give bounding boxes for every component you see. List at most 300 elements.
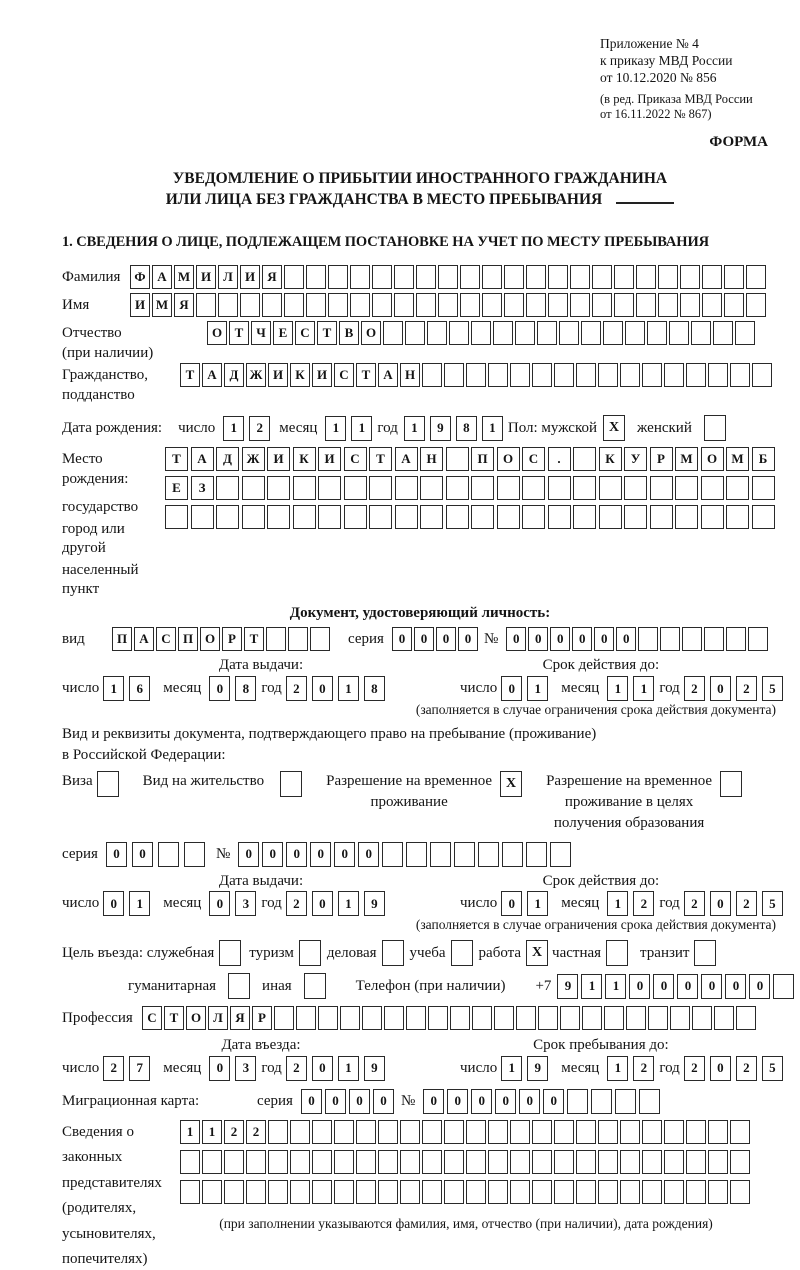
form-cell[interactable]: 0 — [447, 1089, 468, 1114]
form-cell[interactable]: 0 — [325, 1089, 346, 1114]
form-cell[interactable] — [686, 1120, 706, 1144]
form-cell[interactable] — [405, 321, 425, 345]
form-cell[interactable] — [675, 476, 698, 500]
form-cell[interactable] — [537, 321, 557, 345]
form-cell[interactable]: 1 — [482, 416, 503, 441]
form-cell[interactable] — [510, 1150, 530, 1174]
form-cell[interactable] — [395, 505, 418, 529]
form-cell[interactable]: 9 — [527, 1056, 548, 1081]
form-cell[interactable] — [730, 1180, 750, 1204]
form-cell[interactable] — [730, 1120, 750, 1144]
form-cell[interactable]: 0 — [349, 1089, 370, 1114]
form-cell[interactable]: 0 — [458, 627, 478, 651]
form-cell[interactable]: 0 — [528, 627, 548, 651]
form-cell[interactable] — [642, 1180, 662, 1204]
form-cell[interactable]: Н — [420, 447, 443, 471]
form-cell[interactable] — [328, 293, 348, 317]
form-cell[interactable] — [642, 363, 662, 387]
form-cell[interactable]: 2 — [103, 1056, 124, 1081]
form-cell[interactable] — [664, 1120, 684, 1144]
form-cell[interactable] — [438, 293, 458, 317]
form-cell[interactable] — [570, 265, 590, 289]
form-cell[interactable] — [422, 1180, 442, 1204]
form-cell[interactable] — [406, 842, 427, 867]
form-cell[interactable]: 0 — [572, 627, 592, 651]
form-cell[interactable] — [416, 293, 436, 317]
form-cell[interactable] — [284, 265, 304, 289]
form-cell[interactable]: Н — [400, 363, 420, 387]
form-cell[interactable]: 1 — [103, 676, 124, 701]
form-cell[interactable] — [224, 1150, 244, 1174]
form-cell[interactable]: 0 — [501, 676, 522, 701]
form-cell[interactable] — [216, 505, 239, 529]
form-cell[interactable] — [615, 1089, 636, 1114]
form-cell[interactable] — [493, 321, 513, 345]
form-cell[interactable]: 1 — [527, 891, 548, 916]
form-cell[interactable]: А — [378, 363, 398, 387]
form-cell[interactable] — [650, 476, 673, 500]
form-cell[interactable] — [202, 1150, 222, 1174]
form-cell[interactable] — [290, 1120, 310, 1144]
form-cell[interactable] — [660, 627, 680, 651]
form-cell[interactable]: Т — [165, 447, 188, 471]
form-cell[interactable] — [202, 1180, 222, 1204]
form-cell[interactable] — [266, 627, 286, 651]
form-cell[interactable]: 2 — [736, 891, 757, 916]
form-cell[interactable] — [378, 1150, 398, 1174]
form-cell[interactable]: 0 — [132, 842, 153, 867]
form-cell[interactable] — [692, 1006, 712, 1030]
form-cell[interactable]: 5 — [762, 676, 783, 701]
form-cell[interactable] — [532, 363, 552, 387]
form-cell[interactable]: 1 — [129, 891, 150, 916]
form-cell[interactable] — [701, 476, 724, 500]
form-cell[interactable] — [488, 1150, 508, 1174]
form-cell[interactable] — [550, 842, 571, 867]
form-cell[interactable]: С — [142, 1006, 162, 1030]
form-cell[interactable]: И — [240, 265, 260, 289]
form-cell[interactable]: С — [156, 627, 176, 651]
form-cell[interactable] — [713, 321, 733, 345]
form-cell[interactable] — [394, 265, 414, 289]
form-cell[interactable] — [262, 293, 282, 317]
form-cell[interactable]: 0 — [334, 842, 355, 867]
form-cell[interactable] — [559, 321, 579, 345]
form-cell[interactable] — [538, 1006, 558, 1030]
form-cell[interactable]: Е — [273, 321, 293, 345]
form-cell[interactable] — [735, 321, 755, 345]
form-cell[interactable] — [382, 842, 403, 867]
form-cell[interactable] — [422, 1150, 442, 1174]
form-cell[interactable]: 0 — [677, 974, 698, 999]
form-cell[interactable]: 2 — [633, 1056, 654, 1081]
form-cell[interactable] — [636, 265, 656, 289]
form-cell[interactable]: 0 — [710, 1056, 731, 1081]
form-cell[interactable] — [268, 1120, 288, 1144]
form-cell[interactable] — [573, 505, 596, 529]
form-cell[interactable]: 8 — [364, 676, 385, 701]
form-cell[interactable] — [482, 293, 502, 317]
form-cell[interactable] — [701, 505, 724, 529]
form-cell[interactable] — [686, 1180, 706, 1204]
form-cell[interactable] — [344, 505, 367, 529]
form-cell[interactable] — [554, 363, 574, 387]
form-cell[interactable] — [240, 293, 260, 317]
temp-residence-checkbox[interactable]: X — [500, 771, 522, 797]
form-cell[interactable] — [268, 1150, 288, 1174]
form-cell[interactable]: 0 — [506, 627, 526, 651]
form-cell[interactable] — [515, 321, 535, 345]
form-cell[interactable] — [242, 505, 265, 529]
form-cell[interactable] — [554, 1180, 574, 1204]
form-cell[interactable]: И — [196, 265, 216, 289]
form-cell[interactable] — [318, 476, 341, 500]
form-cell[interactable] — [284, 293, 304, 317]
form-cell[interactable] — [444, 363, 464, 387]
form-cell[interactable] — [427, 321, 447, 345]
form-cell[interactable] — [726, 627, 746, 651]
form-cell[interactable] — [642, 1150, 662, 1174]
form-cell[interactable]: 0 — [495, 1089, 516, 1114]
form-cell[interactable] — [620, 363, 640, 387]
form-cell[interactable] — [306, 265, 326, 289]
form-cell[interactable]: 0 — [501, 891, 522, 916]
form-cell[interactable] — [548, 476, 571, 500]
form-cell[interactable] — [488, 363, 508, 387]
form-cell[interactable]: 3 — [235, 1056, 256, 1081]
form-cell[interactable] — [748, 627, 768, 651]
form-cell[interactable] — [592, 293, 612, 317]
form-cell[interactable] — [642, 1120, 662, 1144]
form-cell[interactable]: 0 — [312, 1056, 333, 1081]
form-cell[interactable]: Ф — [130, 265, 150, 289]
form-cell[interactable] — [420, 476, 443, 500]
form-cell[interactable]: О — [701, 447, 724, 471]
form-cell[interactable]: М — [152, 293, 172, 317]
form-cell[interactable] — [702, 293, 722, 317]
form-cell[interactable] — [620, 1120, 640, 1144]
form-cell[interactable] — [246, 1180, 266, 1204]
form-cell[interactable]: И — [130, 293, 150, 317]
temp-residence-education-checkbox[interactable] — [720, 771, 742, 797]
form-cell[interactable]: 2 — [684, 891, 705, 916]
form-cell[interactable] — [614, 293, 634, 317]
form-cell[interactable] — [636, 293, 656, 317]
form-cell[interactable]: 0 — [519, 1089, 540, 1114]
purpose-other-checkbox[interactable] — [304, 973, 326, 999]
form-cell[interactable]: Б — [752, 447, 775, 471]
form-cell[interactable] — [658, 265, 678, 289]
form-cell[interactable]: 1 — [581, 974, 602, 999]
form-cell[interactable]: К — [599, 447, 622, 471]
form-cell[interactable] — [334, 1150, 354, 1174]
form-cell[interactable]: 0 — [710, 891, 731, 916]
form-cell[interactable]: 2 — [286, 891, 307, 916]
form-cell[interactable] — [532, 1150, 552, 1174]
form-cell[interactable] — [450, 1006, 470, 1030]
form-cell[interactable] — [724, 265, 744, 289]
form-cell[interactable]: Т — [164, 1006, 184, 1030]
form-cell[interactable] — [472, 1006, 492, 1030]
form-cell[interactable]: Л — [208, 1006, 228, 1030]
form-cell[interactable] — [658, 293, 678, 317]
form-cell[interactable]: 0 — [423, 1089, 444, 1114]
form-cell[interactable]: 9 — [364, 891, 385, 916]
form-cell[interactable]: 1 — [605, 974, 626, 999]
form-cell[interactable] — [290, 1180, 310, 1204]
form-cell[interactable] — [592, 265, 612, 289]
form-cell[interactable] — [726, 476, 749, 500]
form-cell[interactable]: 0 — [209, 891, 230, 916]
form-cell[interactable]: 0 — [106, 842, 127, 867]
form-cell[interactable]: Л — [218, 265, 238, 289]
form-cell[interactable]: 2 — [286, 1056, 307, 1081]
form-cell[interactable] — [726, 505, 749, 529]
form-cell[interactable]: 0 — [358, 842, 379, 867]
form-cell[interactable]: 2 — [736, 676, 757, 701]
form-cell[interactable]: С — [295, 321, 315, 345]
form-cell[interactable] — [560, 1006, 580, 1030]
form-cell[interactable]: 9 — [557, 974, 578, 999]
form-cell[interactable] — [312, 1150, 332, 1174]
form-cell[interactable]: 9 — [364, 1056, 385, 1081]
form-cell[interactable] — [714, 1006, 734, 1030]
form-cell[interactable]: В — [339, 321, 359, 345]
form-cell[interactable] — [680, 265, 700, 289]
form-cell[interactable]: П — [178, 627, 198, 651]
form-cell[interactable]: 2 — [246, 1120, 266, 1144]
form-cell[interactable]: О — [361, 321, 381, 345]
form-cell[interactable]: 2 — [684, 676, 705, 701]
form-cell[interactable] — [267, 505, 290, 529]
form-cell[interactable] — [165, 505, 188, 529]
form-cell[interactable] — [752, 363, 772, 387]
form-cell[interactable] — [378, 1180, 398, 1204]
form-cell[interactable]: 1 — [527, 676, 548, 701]
form-cell[interactable] — [406, 1006, 426, 1030]
form-cell[interactable] — [466, 1180, 486, 1204]
form-cell[interactable] — [400, 1150, 420, 1174]
form-cell[interactable]: А — [134, 627, 154, 651]
form-cell[interactable]: 2 — [249, 416, 270, 441]
form-cell[interactable]: 0 — [103, 891, 124, 916]
form-cell[interactable]: 7 — [129, 1056, 150, 1081]
form-cell[interactable] — [614, 265, 634, 289]
visa-checkbox[interactable] — [97, 771, 119, 797]
form-cell[interactable] — [306, 293, 326, 317]
form-cell[interactable] — [516, 1006, 536, 1030]
form-cell[interactable]: О — [207, 321, 227, 345]
form-cell[interactable] — [471, 476, 494, 500]
form-cell[interactable] — [504, 293, 524, 317]
form-cell[interactable]: 0 — [262, 842, 283, 867]
form-cell[interactable] — [488, 1180, 508, 1204]
form-cell[interactable] — [664, 1180, 684, 1204]
form-cell[interactable] — [471, 321, 491, 345]
form-cell[interactable] — [438, 265, 458, 289]
form-cell[interactable] — [497, 476, 520, 500]
form-cell[interactable] — [267, 476, 290, 500]
form-cell[interactable]: Д — [216, 447, 239, 471]
form-cell[interactable] — [334, 1180, 354, 1204]
form-cell[interactable] — [216, 476, 239, 500]
form-cell[interactable] — [526, 842, 547, 867]
form-cell[interactable]: 0 — [710, 676, 731, 701]
form-cell[interactable] — [680, 293, 700, 317]
form-cell[interactable]: 0 — [373, 1089, 394, 1114]
form-cell[interactable] — [576, 363, 596, 387]
form-cell[interactable]: 0 — [629, 974, 650, 999]
form-cell[interactable]: А — [191, 447, 214, 471]
form-cell[interactable] — [312, 1180, 332, 1204]
form-cell[interactable] — [526, 293, 546, 317]
form-cell[interactable] — [446, 505, 469, 529]
form-cell[interactable] — [604, 1006, 624, 1030]
form-cell[interactable]: 0 — [301, 1089, 322, 1114]
form-cell[interactable] — [650, 505, 673, 529]
form-cell[interactable] — [344, 476, 367, 500]
form-cell[interactable] — [625, 321, 645, 345]
form-cell[interactable] — [669, 321, 689, 345]
form-cell[interactable] — [638, 627, 658, 651]
form-cell[interactable] — [356, 1120, 376, 1144]
form-cell[interactable] — [620, 1180, 640, 1204]
form-cell[interactable] — [180, 1180, 200, 1204]
form-cell[interactable]: 0 — [616, 627, 636, 651]
form-cell[interactable]: Ч — [251, 321, 271, 345]
form-cell[interactable] — [573, 476, 596, 500]
form-cell[interactable] — [576, 1150, 596, 1174]
form-cell[interactable]: Р — [222, 627, 242, 651]
form-cell[interactable] — [444, 1150, 464, 1174]
form-cell[interactable]: 5 — [762, 891, 783, 916]
form-cell[interactable] — [416, 265, 436, 289]
form-cell[interactable]: М — [675, 447, 698, 471]
form-cell[interactable] — [356, 1150, 376, 1174]
form-cell[interactable] — [268, 1180, 288, 1204]
form-cell[interactable]: 1 — [351, 416, 372, 441]
form-cell[interactable] — [422, 1120, 442, 1144]
form-cell[interactable] — [350, 265, 370, 289]
form-cell[interactable] — [310, 627, 330, 651]
form-cell[interactable]: 6 — [129, 676, 150, 701]
form-cell[interactable]: 8 — [235, 676, 256, 701]
form-cell[interactable] — [582, 1006, 602, 1030]
form-cell[interactable] — [526, 265, 546, 289]
form-cell[interactable] — [497, 505, 520, 529]
form-cell[interactable]: 2 — [224, 1120, 244, 1144]
purpose-commercial-checkbox[interactable] — [382, 940, 404, 966]
form-cell[interactable]: 1 — [633, 676, 654, 701]
form-cell[interactable] — [573, 447, 596, 471]
form-cell[interactable]: 1 — [202, 1120, 222, 1144]
purpose-study-checkbox[interactable] — [451, 940, 473, 966]
form-cell[interactable] — [444, 1180, 464, 1204]
form-cell[interactable] — [532, 1180, 552, 1204]
form-cell[interactable] — [446, 447, 469, 471]
form-cell[interactable]: Р — [650, 447, 673, 471]
form-cell[interactable]: Т — [317, 321, 337, 345]
form-cell[interactable]: 0 — [543, 1089, 564, 1114]
purpose-work-checkbox[interactable]: X — [526, 940, 548, 966]
form-cell[interactable] — [372, 265, 392, 289]
form-cell[interactable] — [708, 1120, 728, 1144]
form-cell[interactable] — [639, 1089, 660, 1114]
form-cell[interactable] — [548, 505, 571, 529]
form-cell[interactable] — [288, 627, 308, 651]
form-cell[interactable]: З — [191, 476, 214, 500]
form-cell[interactable]: 0 — [749, 974, 770, 999]
form-cell[interactable] — [191, 505, 214, 529]
form-cell[interactable] — [570, 293, 590, 317]
form-cell[interactable]: 9 — [430, 416, 451, 441]
form-cell[interactable] — [420, 505, 443, 529]
form-cell[interactable] — [664, 1150, 684, 1174]
form-cell[interactable] — [532, 1120, 552, 1144]
form-cell[interactable] — [428, 1006, 448, 1030]
form-cell[interactable]: Ж — [242, 447, 265, 471]
form-cell[interactable] — [482, 265, 502, 289]
form-cell[interactable]: 1 — [607, 676, 628, 701]
form-cell[interactable] — [400, 1120, 420, 1144]
purpose-transit-checkbox[interactable] — [694, 940, 716, 966]
form-cell[interactable] — [591, 1089, 612, 1114]
form-cell[interactable] — [449, 321, 469, 345]
form-cell[interactable] — [460, 293, 480, 317]
form-cell[interactable]: 2 — [286, 676, 307, 701]
form-cell[interactable]: 0 — [310, 842, 331, 867]
form-cell[interactable] — [224, 1180, 244, 1204]
form-cell[interactable] — [598, 1180, 618, 1204]
form-cell[interactable] — [356, 1180, 376, 1204]
purpose-business-checkbox[interactable] — [219, 940, 241, 966]
form-cell[interactable]: М — [726, 447, 749, 471]
form-cell[interactable] — [510, 363, 530, 387]
form-cell[interactable]: Ж — [246, 363, 266, 387]
form-cell[interactable]: У — [624, 447, 647, 471]
form-cell[interactable] — [554, 1150, 574, 1174]
form-cell[interactable] — [400, 1180, 420, 1204]
form-cell[interactable] — [624, 505, 647, 529]
form-cell[interactable] — [624, 476, 647, 500]
form-cell[interactable]: Я — [262, 265, 282, 289]
form-cell[interactable] — [394, 293, 414, 317]
form-cell[interactable]: 0 — [725, 974, 746, 999]
form-cell[interactable] — [444, 1120, 464, 1144]
purpose-tourism-checkbox[interactable] — [299, 940, 321, 966]
form-cell[interactable] — [576, 1120, 596, 1144]
form-cell[interactable]: И — [268, 363, 288, 387]
purpose-humanitarian-checkbox[interactable] — [228, 973, 250, 999]
form-cell[interactable]: 1 — [607, 1056, 628, 1081]
form-cell[interactable]: К — [290, 363, 310, 387]
form-cell[interactable] — [691, 321, 711, 345]
form-cell[interactable] — [328, 265, 348, 289]
form-cell[interactable]: 1 — [338, 676, 359, 701]
form-cell[interactable] — [548, 265, 568, 289]
form-cell[interactable]: 0 — [392, 627, 412, 651]
form-cell[interactable] — [196, 293, 216, 317]
form-cell[interactable] — [362, 1006, 382, 1030]
form-cell[interactable] — [502, 842, 523, 867]
form-cell[interactable] — [466, 1120, 486, 1144]
form-cell[interactable]: Д — [224, 363, 244, 387]
form-cell[interactable]: И — [312, 363, 332, 387]
form-cell[interactable]: А — [202, 363, 222, 387]
form-cell[interactable] — [334, 1120, 354, 1144]
form-cell[interactable] — [704, 627, 724, 651]
form-cell[interactable]: 5 — [762, 1056, 783, 1081]
